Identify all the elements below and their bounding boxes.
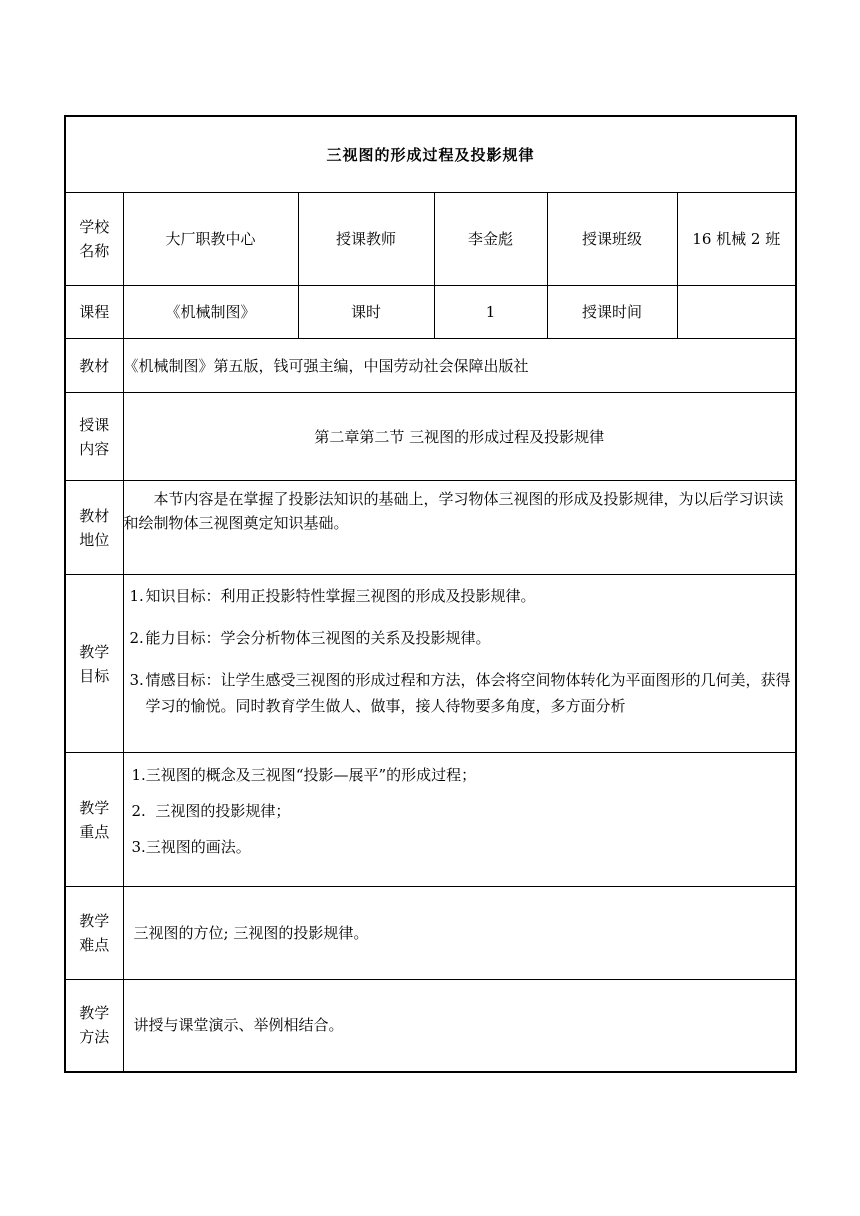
hours-label: 课时 — [298, 286, 434, 339]
difficulty-label-line1: 教学 — [79, 912, 110, 930]
content-row — [65, 393, 796, 481]
goal-spacer — [124, 651, 796, 667]
school-label-line2: 名称 — [79, 242, 110, 260]
hours-value: 1 — [434, 286, 547, 339]
key-item-3: 3.三视图的画法。 — [131, 838, 251, 856]
key-item-1: 1.三视图的概念及三视图“投影—展平”的形成过程； — [131, 766, 477, 784]
position-label-line1: 教材 — [79, 506, 110, 525]
class-value: 16 机械 2 班 — [677, 193, 796, 286]
school-label-line1: 学校 — [79, 218, 110, 236]
school-value: 大厂职教中心 — [123, 193, 298, 286]
position-label-line2: 地位 — [79, 530, 110, 549]
key-label-line1: 教学 — [79, 798, 110, 817]
key-spacer — [132, 823, 796, 835]
time-value — [677, 286, 796, 339]
course-label: 课程 — [65, 286, 123, 339]
course-value: 《机械制图》 — [123, 286, 298, 339]
difficulty-value: 三视图的方位; 三视图的投影规律。 — [123, 887, 796, 980]
key-spacer — [132, 787, 796, 799]
method-row — [65, 980, 796, 1072]
goal-spacer — [124, 609, 796, 625]
teacher-value: 李金彪 — [434, 193, 547, 286]
method-label-line2: 方法 — [79, 1028, 110, 1047]
goals-label — [65, 575, 123, 753]
goal-number: 2. — [129, 629, 144, 647]
goal-text: 情感目标：让学生感受三视图的形成过程和方法，体会将空间物体转化为平面图形的几何美，获得学习的愉悦。同时教育学生做人、做事，接人待物要多角度，多方面分析 — [145, 671, 791, 715]
key-item-2: 2. 三视图的投影规律； — [131, 802, 291, 820]
school-row — [65, 193, 796, 286]
teacher-label: 授课教师 — [298, 193, 434, 286]
method-value: 讲授与课堂演示、举例相结合。 — [123, 980, 796, 1072]
goal-item — [124, 625, 796, 651]
textbook-row — [65, 339, 796, 393]
class-label: 授课班级 — [547, 193, 677, 286]
goal-text: 知识目标：利用正投影特性掌握三视图的形成及投影规律。 — [145, 587, 536, 605]
time-label: 授课时间 — [547, 286, 677, 339]
key-label — [65, 753, 123, 887]
difficulty-label-line2: 难点 — [79, 936, 110, 954]
goal-text: 能力目标：学会分析物体三视图的关系及投影规律。 — [145, 629, 491, 647]
position-row — [65, 481, 796, 575]
method-label — [65, 980, 123, 1072]
textbook-label: 教材 — [65, 339, 123, 393]
course-row — [65, 286, 796, 339]
goals-label-line2: 目标 — [79, 666, 110, 685]
goals-cell — [123, 575, 796, 753]
content-value: 第二章第二节 三视图的形成过程及投影规律 — [123, 393, 796, 481]
key-label-line2: 重点 — [79, 822, 110, 841]
position-cell — [123, 481, 796, 575]
goal-number: 1. — [129, 587, 144, 605]
position-value: 本节内容是在掌握了投影法知识的基础上，学习物体三视图的形成及投影规律，为以后学习识读和绘制物体三视图奠定知识基础。 — [123, 490, 784, 532]
difficulty-row — [65, 887, 796, 980]
goals-row — [65, 575, 796, 753]
position-label — [65, 481, 123, 575]
difficulty-label — [65, 887, 123, 980]
page-title: 三视图的形成过程及投影规律 — [65, 116, 796, 193]
goals-label-line1: 教学 — [79, 642, 110, 661]
method-label-line1: 教学 — [79, 1004, 110, 1023]
key-cell — [123, 753, 796, 887]
title-row — [65, 116, 796, 193]
content-label-line2: 内容 — [79, 439, 110, 458]
content-label — [65, 393, 123, 481]
school-label — [65, 193, 123, 286]
content-label-line1: 授课 — [79, 415, 110, 434]
goal-number: 3. — [129, 671, 144, 689]
goal-item — [124, 583, 796, 609]
goals-list — [124, 583, 796, 719]
lesson-plan-table — [64, 115, 797, 1073]
key-row — [65, 753, 796, 887]
textbook-value: 《机械制图》第五版，钱可强主编，中国劳动社会保障出版社 — [123, 339, 796, 393]
goal-item — [124, 667, 796, 719]
